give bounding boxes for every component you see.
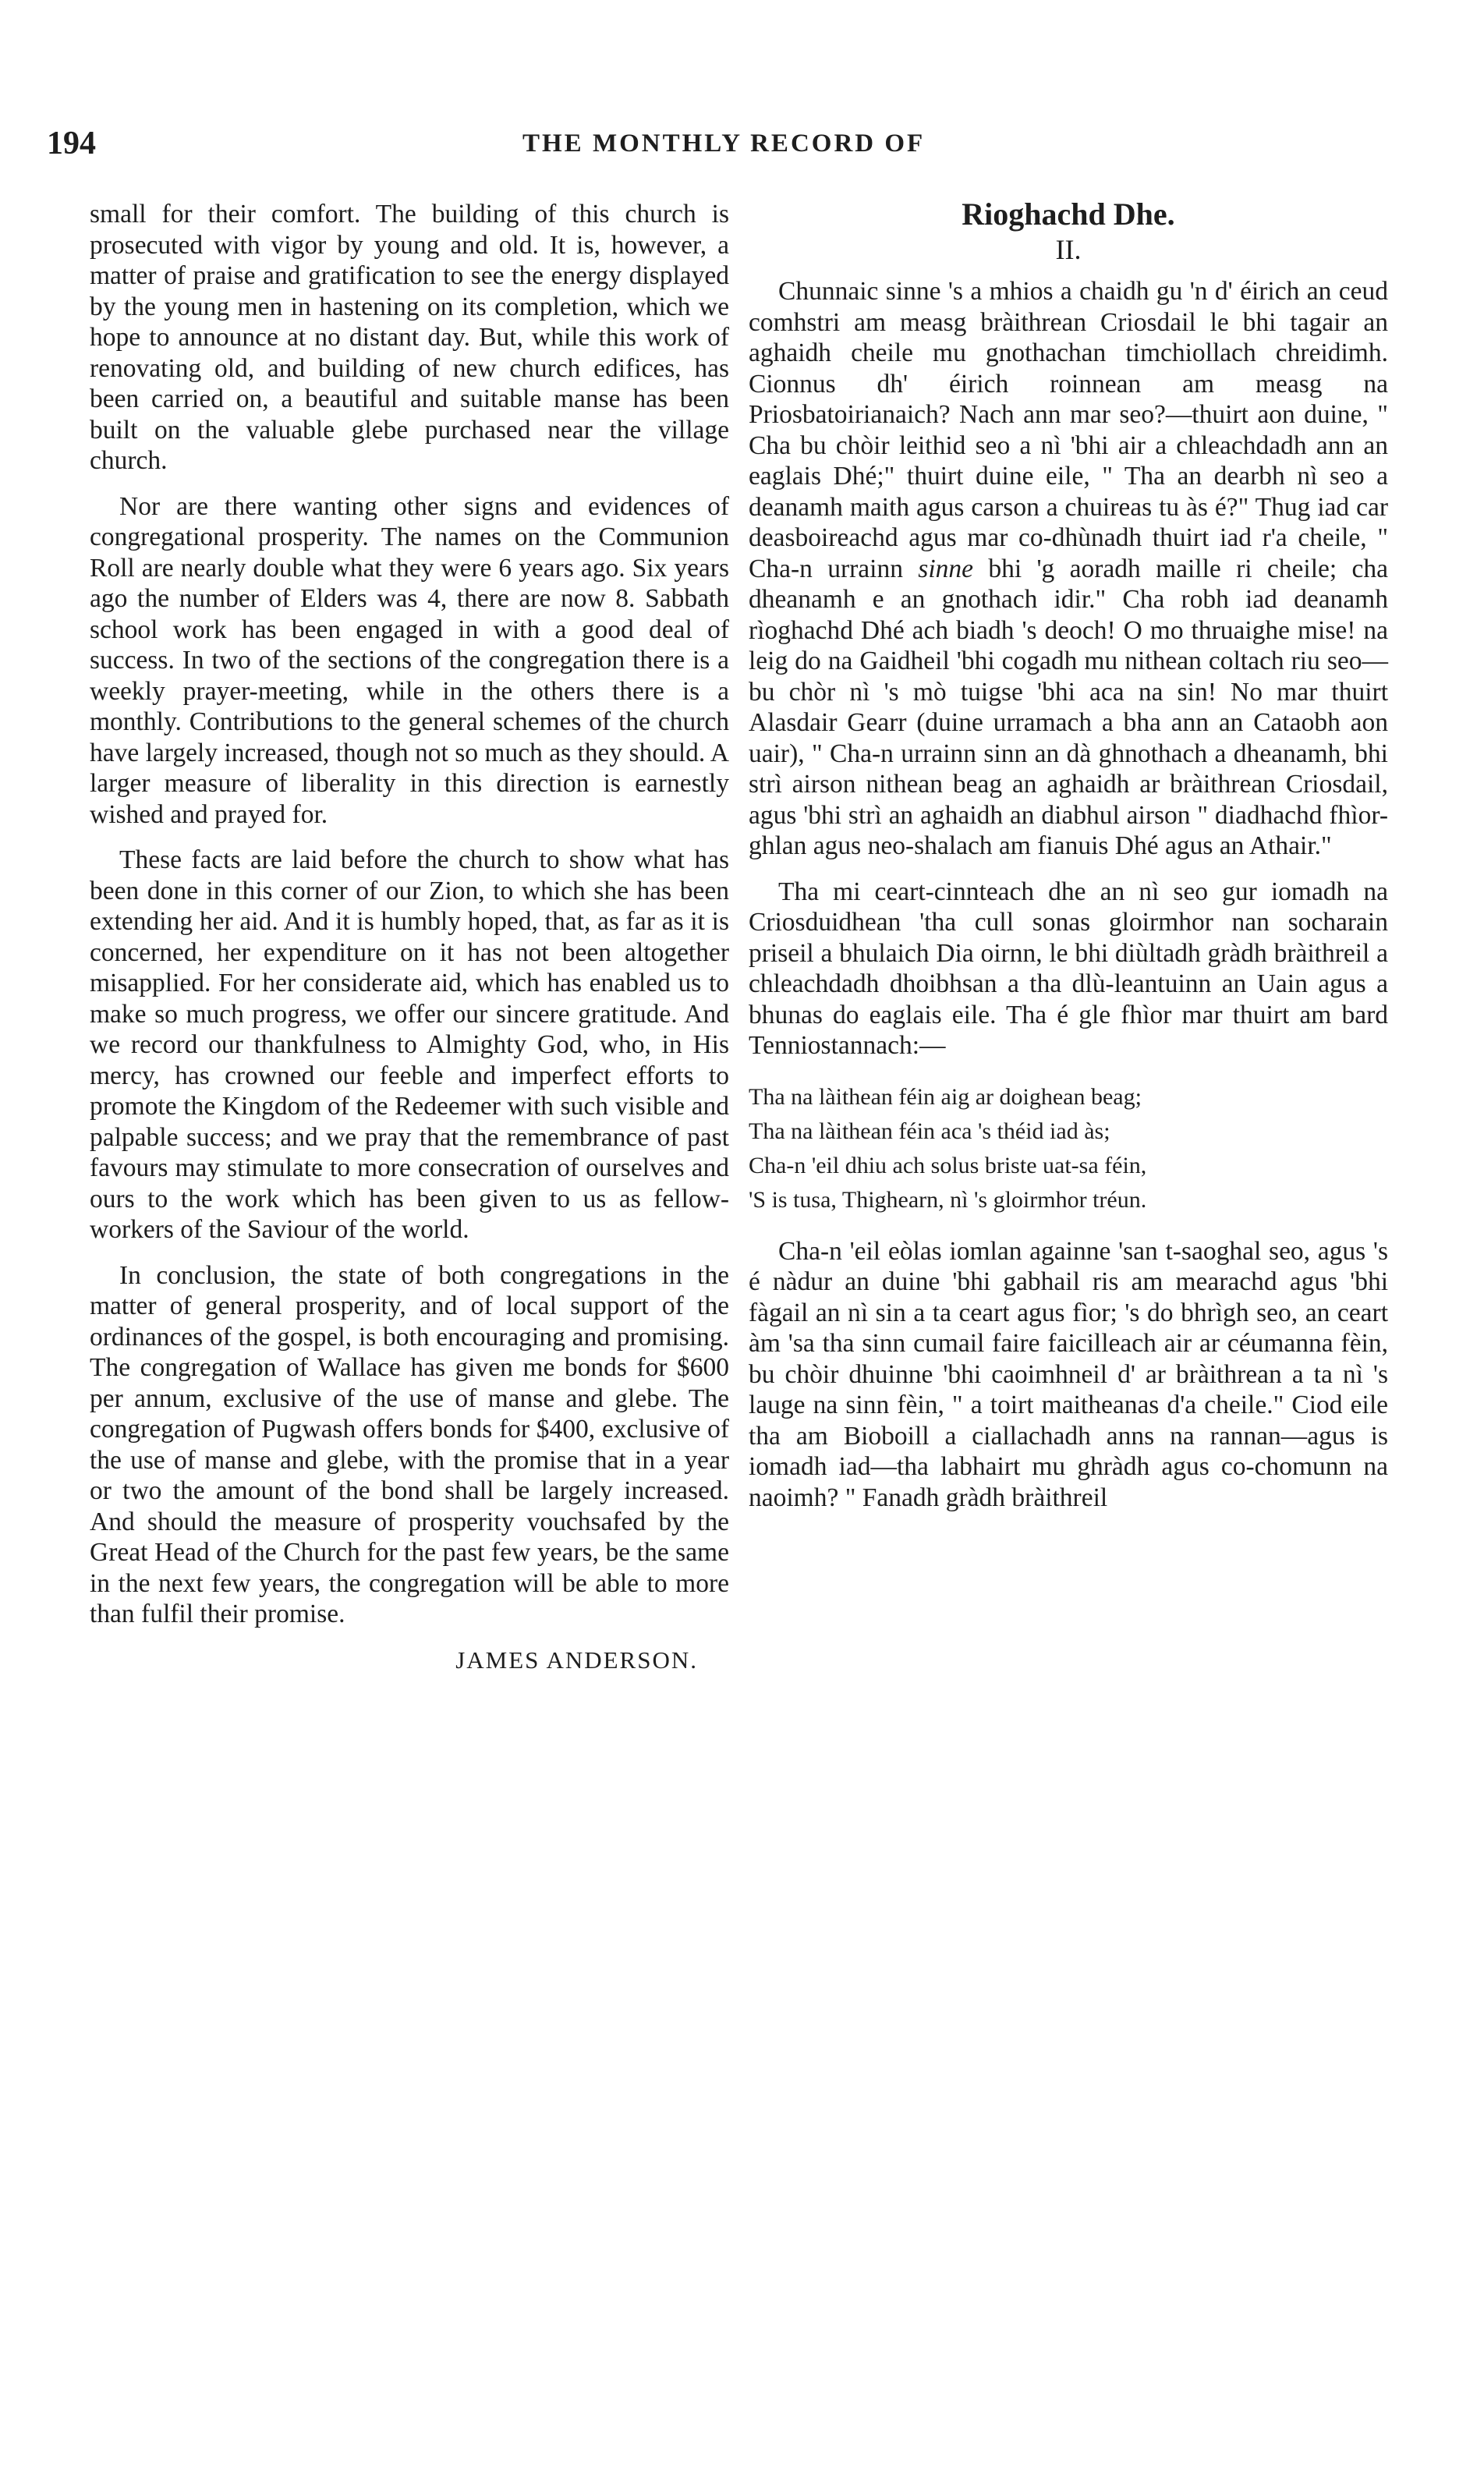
author-signature: JAMES ANDERSON. <box>455 1646 698 1674</box>
paragraph: These facts are laid before the church to show what has been done in this corner of our Zion, to which she has been extending her aid. And it is humbly hoped, that, as far as it is concerned, her expenditure on it has not been altogether misapplied. For her considerate aid, which has enabled us to make so much progress, we offer our sincere gratitude. And we record our thankfulness to Almighty God, who, in His mercy, has crowned our feeble and imperfect efforts to promote the Kingdom of the Redeemer with such visible and palpable success; and we pray that the remembrance of past favours may stimulate to more consecration of ourselves and ours to the work which has been given to us as fellow-workers of the Saviour of the world. <box>90 845 729 1244</box>
left-column <box>90 199 729 1675</box>
paragraph-text: Chunnaic sinne 's a mhios a chaidh gu 'n d' éirich an ceud comhstri am measg bràithrean Criosdail le bhi tagair an aghaidh cheile mu gnothachan timchiollach chreidimh. Cionnus dh' éirich roinnean am measg na Priosbatoirianaich? Nach ann mar seo?—thuirt aon duine, " Cha bu chòir leithid seo a nì 'bhi air a chleachdadh ann an eaglais Dhé;" thuirt duine eile, " Tha an dearbh nì seo a deanamh maith agus carson a chuireas tu às é?" Thug iad car deasboireachd agus mar co-dhùnadh thuirt iad r'a cheile, " Cha-n urrainn <box>749 277 1388 583</box>
poem-line: Cha-n 'eil dhiu ach solus briste uat-sa féin, <box>749 1152 1147 1178</box>
poem-line: Tha na làithean féin aca 's théid iad às; <box>749 1118 1110 1144</box>
paragraph: Tha mi ceart-cinnteach dhe an nì seo gur iomadh na Criosduidhean 'tha cull sonas gloirmhor nan socharain priseil a bhulaich Dia oirnn, le bhi diùltadh gràdh bràithreil a chleachdadh dhoibhsan a tha dlù-leantuinn an Uain agus a bhunas do eaglais eile. Tha é gle fhìor mar thuirt am bard Tenniostannach:— <box>749 877 1388 1060</box>
paragraph: small for their comfort. The building of this church is prosecuted with vigor by young and old. It is, however, a matter of praise and gratification to see the energy displayed by the young men in hastening on its completion, which we hope to announce at no distant day. But, while this work of renovating old, and building of new church edifices, has been carried on, a beautiful and suitable manse has been built on the valuable glebe purchased near the village church. <box>90 200 729 475</box>
running-title: THE MONTHLY RECORD OF <box>522 129 926 158</box>
paragraph <box>749 276 1388 862</box>
paragraph: Cha-n 'eil eòlas iomlan againne 'san t-saoghal seo, agus 's é nàdur an duine 'bhi gabhail ris am mearachd agus 'bhi fàgail an nì sin a ta ceart agus fìor; 's do bhrìgh seo, an ceart àm 'sa tha sinn cumail faire faicilleach air ar céumanna fèin, bu chòir dhuinne 'bhi caoimhneil d' ar bràithrean a ta nì 's lauge na sinn fèin, " a toirt maitheanas d'a cheile." Ciod eile tha am Bioboill a ciallachadh anns na rannan—agus is iomadh iad—tha labhairt mu ghràdh agus co-chomunn na naoimh? " Fanadh gràdh bràithreil <box>749 1236 1388 1512</box>
article-part-number: II. <box>1055 233 1082 265</box>
page-header <box>47 125 1372 164</box>
page-number: 194 <box>47 126 96 161</box>
paragraph: In conclusion, the state of both congregations in the matter of general prosperity, and of local support of the ordinances of the gospel, is both encouraging and promising. The congregation of Wallace has given me bonds for $600 per annum, exclusive of the use of manse and glebe. The congregation of Pugwash offers bonds for $400, exclusive of the use of manse and glebe, with the promise that in a year or two the amount of the bond shall be largely increased. And should the measure of prosperity vouchsafed by the Great Head of the Church for the past few years, be the same in the next few years, the congregation will be able to more than fulfil their promise. <box>90 1260 729 1628</box>
article-title: Rioghachd Dhe. <box>962 197 1175 232</box>
italic-word: sinne <box>918 554 973 583</box>
poem-line: Tha na làithean féin aig ar doighean beag; <box>749 1083 1142 1110</box>
right-column <box>749 199 1388 1528</box>
paragraph: Nor are there wanting other signs and evidences of congregational prosperity. The names on the Communion Roll are nearly double what they were 6 years ago. Six years ago the number of Elders was 4, there are now 8. Sabbath school work has been engaged in with a good deal of success. In two of the sections of the congregation there is a weekly prayer-meeting, while in the others there is a monthly. Contributions to the general schemes of the church have largely increased, though not so much as they should. A larger measure of liberality in this direction is earnestly wished and prayed for. <box>90 491 729 829</box>
poem-line: 'S is tusa, Thighearn, nì 's gloirmhor tréun. <box>749 1186 1147 1213</box>
paragraph-text: bhi 'g aoradh maille ri cheile; cha dheanamh e an gnothach idir." Cha robh iad deanamh rìoghachd Dhé ach biadh 's deoch! O mo thruaighe mise! na leig do na Gaidheil 'bhi cogadh mu nithean coltach riu seo—bu chòr nì 's mò tuigse 'bhi aca na sin! No mar thuirt Alasdair Gearr (duine urramach a bha ann an Cataobh aon uair), " Cha-n urrainn sinn an dà ghnothach a dheanamh, bhi strì airson nithean beag an aghaidh ar bràithrean Criosdail, agus 'bhi strì an aghaidh an diabhul airson " diadhachd fhìor-ghlan agus neo-shalach am fianuis Dhé agus an Athair." <box>749 554 1389 860</box>
poem-quotation <box>749 1080 1388 1217</box>
